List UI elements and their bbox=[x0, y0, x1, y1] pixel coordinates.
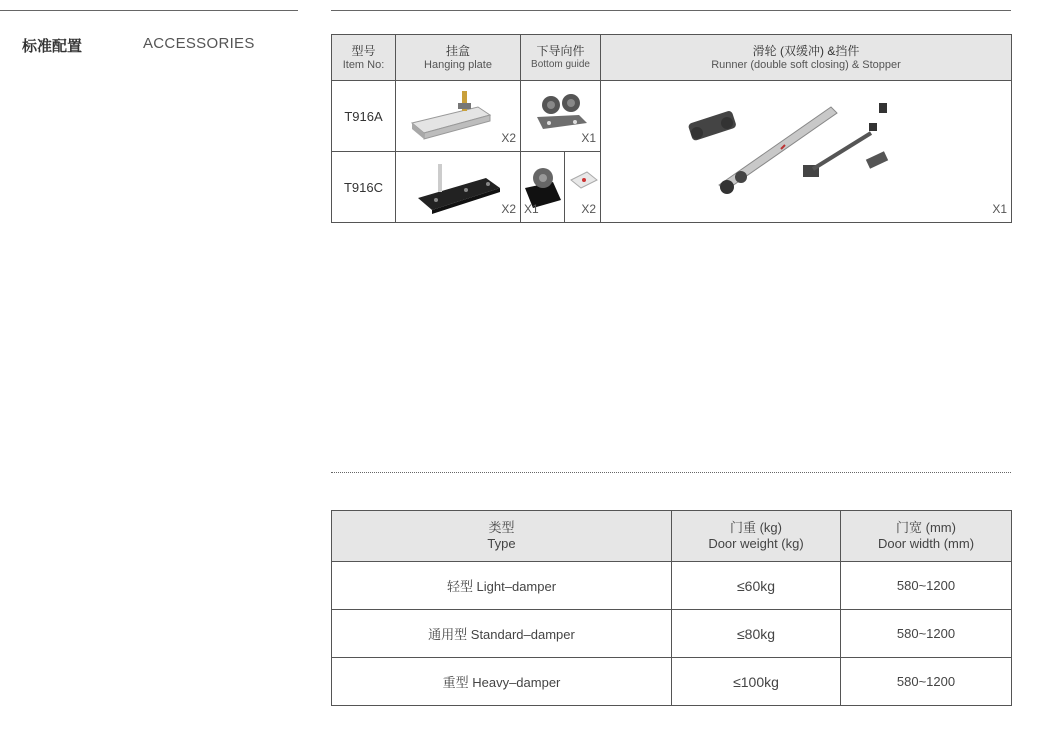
hanging-plate-cell bbox=[396, 81, 521, 152]
accessories-row bbox=[332, 81, 1012, 152]
dotted-divider bbox=[331, 472, 1011, 473]
model-cell: T916A bbox=[332, 81, 396, 152]
bottom-guide-rollers-icon bbox=[535, 89, 589, 133]
bottom-guide-roller-cell bbox=[521, 152, 565, 223]
type-cell: 轻型 Light–damper bbox=[332, 562, 672, 610]
runner-stopper-qty: X1 bbox=[992, 202, 1007, 216]
spec-header-row bbox=[332, 511, 1012, 562]
bottom-guide-qty: X1 bbox=[581, 131, 596, 145]
weight-cell: ≤100kg bbox=[672, 658, 841, 706]
hanging-plate-qty: X2 bbox=[501, 131, 516, 145]
type-cell: 通用型 Standard–damper bbox=[332, 610, 672, 658]
type-cell: 重型 Heavy–damper bbox=[332, 658, 672, 706]
table-row bbox=[332, 658, 1012, 706]
table-row bbox=[332, 562, 1012, 610]
bottom-guide-plate-icon bbox=[569, 170, 599, 192]
top-rule-right bbox=[331, 10, 1011, 11]
width-cell: 580~1200 bbox=[841, 562, 1012, 610]
runner-stopper-icon bbox=[671, 93, 911, 211]
model-cell: T916C bbox=[332, 152, 396, 223]
hanging-plate-cell bbox=[396, 152, 521, 223]
accessories-header-row bbox=[332, 35, 1012, 81]
bottom-guide-plate-cell bbox=[565, 152, 601, 223]
hanging-plate-black-icon bbox=[416, 160, 506, 216]
hanging-plate-qty: X2 bbox=[501, 202, 516, 216]
spec-table bbox=[331, 510, 1012, 706]
header-door-weight: 门重 (kg) Door weight (kg) bbox=[672, 511, 841, 562]
hanging-plate-silver-icon bbox=[408, 87, 498, 143]
section-title-en: ACCESSORIES bbox=[143, 35, 255, 52]
weight-cell: ≤60kg bbox=[672, 562, 841, 610]
header-bottom-guide: 下导向件 Bottom guide bbox=[521, 35, 601, 81]
width-cell: 580~1200 bbox=[841, 610, 1012, 658]
section-title-cn: 标准配置 bbox=[22, 38, 83, 55]
table-row bbox=[332, 610, 1012, 658]
bottom-guide-plate-qty: X2 bbox=[581, 202, 596, 216]
header-type: 类型 Type bbox=[332, 511, 672, 562]
header-hanging-plate: 挂盒 Hanging plate bbox=[396, 35, 521, 81]
header-door-width: 门宽 (mm) Door width (mm) bbox=[841, 511, 1012, 562]
width-cell: 580~1200 bbox=[841, 658, 1012, 706]
header-item-no: 型号 Item No: bbox=[332, 35, 396, 81]
header-runner-stopper: 滑轮 (双缓冲) &挡件 Runner (double soft closing) & Stopper bbox=[601, 35, 1012, 81]
bottom-guide-cell bbox=[521, 81, 601, 152]
accessories-table bbox=[331, 34, 1012, 223]
runner-stopper-cell bbox=[601, 81, 1012, 223]
top-rule-left bbox=[0, 10, 298, 11]
bottom-guide-roller-qty: X1 bbox=[524, 202, 539, 216]
weight-cell: ≤80kg bbox=[672, 610, 841, 658]
